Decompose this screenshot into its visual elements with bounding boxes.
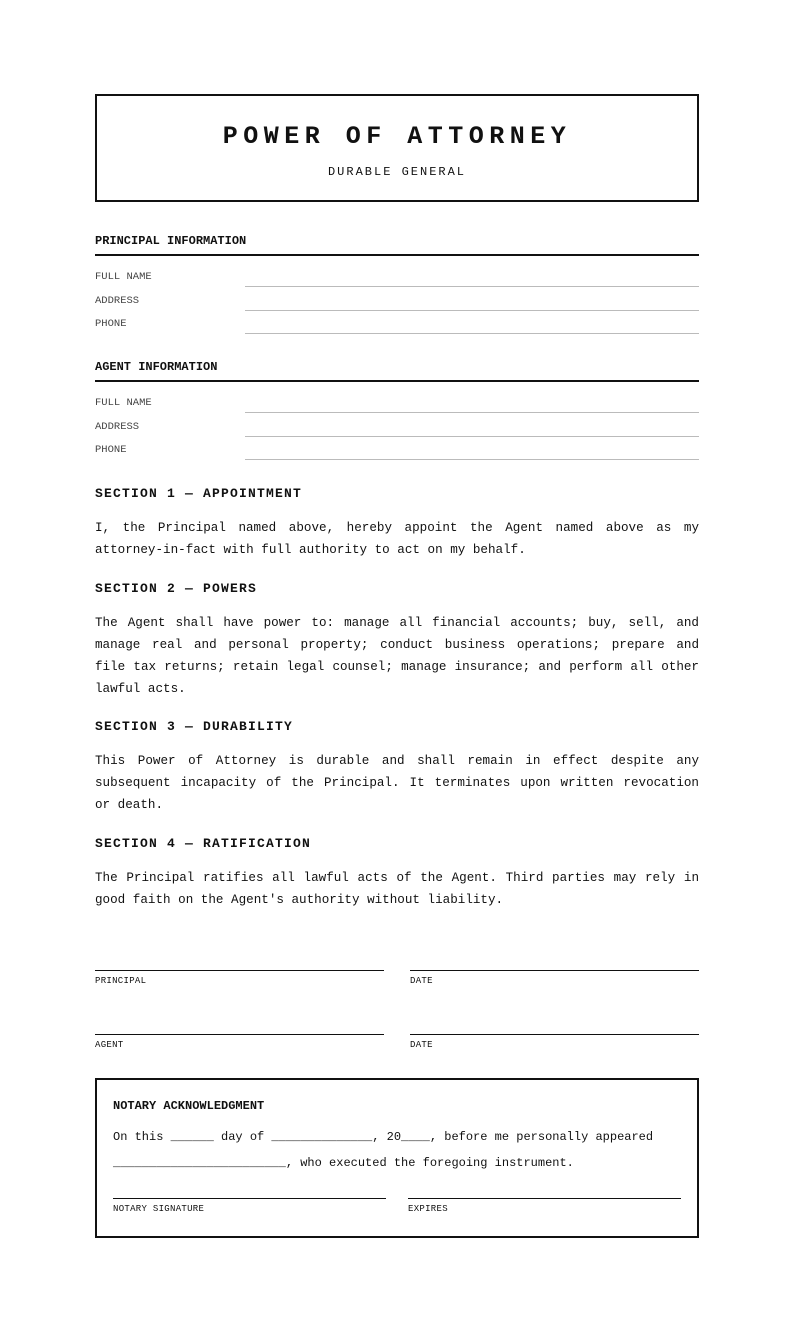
agent-address-label: ADDRESS (95, 420, 140, 433)
principal-full-name-label: FULL NAME (95, 271, 152, 283)
agent-phone-label: PHONE (95, 444, 127, 456)
section-appointment (95, 486, 699, 561)
notary-box (95, 1078, 699, 1238)
agent-signature-field[interactable] (95, 1034, 384, 1050)
agent-full-name-row (95, 395, 699, 419)
notary-signature-label: NOTARY SIGNATURE (113, 1204, 205, 1214)
section-title: SECTION 4 — RATIFICATION (95, 836, 312, 851)
principal-address-row (95, 293, 699, 317)
agent-full-name-field[interactable] (245, 412, 699, 413)
agent-phone-field[interactable] (245, 459, 699, 460)
principal-date-label: DATE (410, 976, 433, 986)
agent-address-field[interactable] (245, 436, 699, 437)
signature-line (95, 1034, 384, 1035)
principal-address-field[interactable] (245, 310, 699, 311)
agent-date-field[interactable] (410, 1034, 699, 1050)
notary-expires-label: EXPIRES (408, 1204, 448, 1214)
agent-signature-label: AGENT (95, 1040, 124, 1050)
signature-line (410, 1034, 699, 1035)
principal-signature-row (95, 970, 699, 1000)
principal-phone-label: PHONE (95, 318, 127, 330)
principal-signature-label: PRINCIPAL (95, 976, 147, 986)
signature-line (410, 970, 699, 971)
document-title: POWER OF ATTORNEY (222, 122, 572, 151)
section-title: SECTION 2 — POWERS (95, 581, 258, 596)
section-body: I, the Principal named above, hereby appoint the Agent named above as my attorney-in-fact with full authority to act on my behalf. (95, 521, 699, 557)
principal-phone-row (95, 316, 699, 340)
notary-text: On this ______ day of ______________, 20____, before me personally appeared ________________________, who executed the foregoing instrument. (113, 1130, 654, 1170)
section-title: SECTION 3 — DURABILITY (95, 719, 294, 734)
agent-signature-row (95, 1034, 699, 1064)
notary-title: NOTARY ACKNOWLEDGMENT (113, 1099, 265, 1113)
agent-full-name-label: FULL NAME (95, 397, 152, 409)
principal-info-block (95, 234, 699, 340)
notary-signature-field[interactable] (113, 1198, 386, 1214)
principal-date-field[interactable] (410, 970, 699, 986)
agent-date-label: DATE (410, 1040, 433, 1050)
section-body: This Power of Attorney is durable and shall remain in effect despite any subsequent incapacity of the Principal. It terminates upon written revocation or death. (95, 754, 699, 812)
section-powers (95, 581, 699, 700)
agent-info-block (95, 360, 699, 466)
section-ratification (95, 836, 699, 911)
section-body: The Agent shall have power to: manage all financial accounts; buy, sell, and manage real and personal property; conduct business operations; prepare and file tax returns; retain legal counsel; manage insurance; and perform all other lawful acts. (95, 616, 699, 696)
principal-phone-field[interactable] (245, 333, 699, 334)
notary-expires-field[interactable] (408, 1198, 681, 1214)
signature-line (95, 970, 384, 971)
document-subtitle: DURABLE GENERAL (327, 165, 467, 179)
section-body: The Principal ratifies all lawful acts of the Agent. Third parties may rely in good faith on the Agent's authority without liability. (95, 871, 699, 907)
signature-line (408, 1198, 681, 1199)
agent-phone-row (95, 442, 699, 466)
principal-full-name-field[interactable] (245, 286, 699, 287)
section-durability (95, 719, 699, 816)
principal-signature-field[interactable] (95, 970, 384, 986)
principal-info-heading: PRINCIPAL INFORMATION (95, 234, 699, 256)
agent-address-row (95, 419, 699, 443)
title-box (95, 94, 699, 202)
principal-full-name-row (95, 269, 699, 293)
section-title: SECTION 1 — APPOINTMENT (95, 486, 303, 501)
agent-info-heading: AGENT INFORMATION (95, 360, 699, 382)
principal-address-label: ADDRESS (95, 294, 140, 307)
signature-line (113, 1198, 386, 1199)
